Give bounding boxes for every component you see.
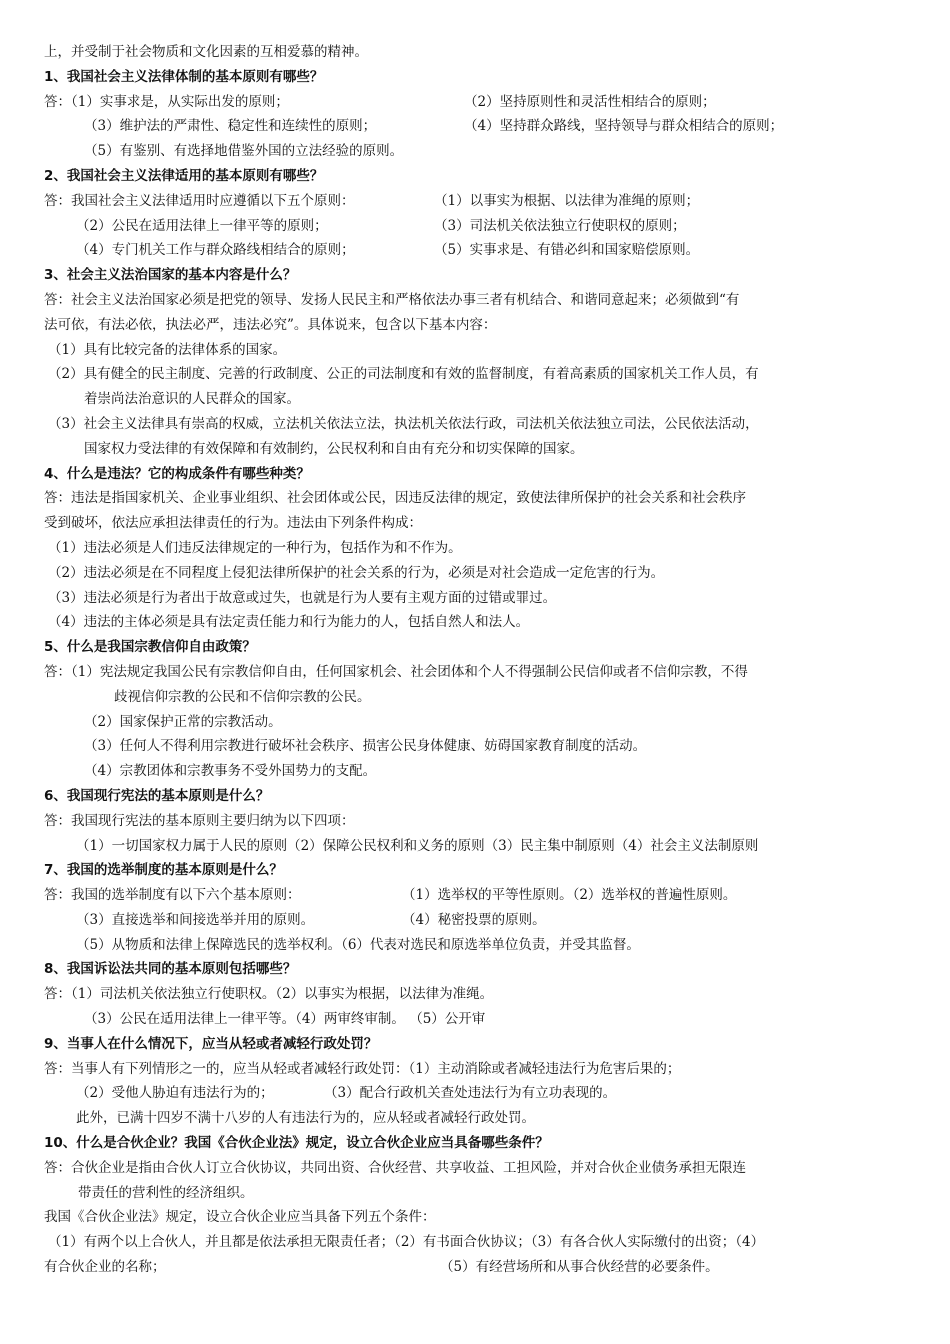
answer-line [44, 214, 926, 239]
answer-text: （1）具有比较完备的法律体系的国家。 [48, 341, 287, 358]
answer-text: （3）直接选举和间接选举并用的原则。 [76, 911, 315, 928]
answer-text: 着崇尚法治意识的人民群众的国家。 [84, 391, 300, 408]
question-6-heading: 6、我国现行宪法的基本原则是什么？ [44, 787, 270, 804]
answer-text: 答：我国现行宪法的基本原则主要归纳为以下四项： [44, 812, 355, 829]
answer-text: （2）受他人胁迫有违法行为的； [76, 1085, 274, 1102]
answer-text: 答：违法是指国家机关、企业事业组织、社会团体或公民，因违反法律的规定，致使法律所保护的社会关系和社会秩序 [44, 490, 746, 507]
answer-text: （1）有两个以上合伙人，并且都是依法承担无限责任者；（2）有书面合伙协议；（3）有各合伙人实际缴付的出资；（4） [48, 1234, 765, 1251]
answer-text: （3）社会主义法律具有崇高的权威，立法机关依法立法，执法机关依法行政，司法机关依法独立司法，公民依法活动， [48, 415, 759, 432]
answer-line [44, 90, 926, 115]
answer-text: 我国《合伙企业法》规定，设立合伙企业应当具备下列五个条件： [44, 1209, 436, 1226]
question-10-heading: 10、什么是合伙企业？我国《合伙企业法》规定，设立合伙企业应当具备哪些条件？ [44, 1135, 549, 1152]
answer-text: 答：我国社会主义法律适用时应遵循以下五个原则： [44, 192, 355, 209]
answer-text: （5）从物质和法律上保障选民的选举权利。（6）代表对选民和原选举单位负责，并受其监督。 [76, 936, 640, 953]
answer-line [44, 114, 926, 139]
answer-text: （3）公民在适用法律上一律平等。（4）两审终审制。 （5）公开审 [84, 1011, 486, 1028]
question-9-heading: 9、当事人在什么情况下，应当从轻或者减轻行政处罚？ [44, 1035, 378, 1052]
answer-text: 带责任的营利性的经济组织。 [78, 1184, 254, 1201]
answer-line [44, 1081, 926, 1106]
answer-line [44, 883, 926, 908]
answer-text: （4）违法的主体必须是具有法定责任能力和行为能力的人，包括自然人和法人。 [48, 614, 530, 631]
answer-text: （4）宗教团体和宗教事务不受外国势力的支配。 [84, 763, 377, 780]
answer-text: 答：（1）实事求是，从实际出发的原则； [44, 93, 289, 110]
question-1-heading: 1、我国社会主义法律体制的基本原则有哪些？ [44, 68, 324, 85]
question-5-heading: 5、什么是我国宗教信仰自由政策？ [44, 639, 256, 656]
answer-text: 答：（1）司法机关依法独立行使职权。（2）以事实为根据，以法律为准绳。 [44, 986, 494, 1003]
answer-text: （3）配合行政机关查处违法行为有立功表现的。 [324, 1085, 617, 1102]
answer-text: 法可依，有法必依，执法必严，违法必究”。具体说来，包含以下基本内容： [44, 316, 497, 333]
question-4-heading: 4、什么是违法？它的构成条件有哪些种类？ [44, 465, 310, 482]
answer-text: 答：当事人有下列情形之一的，应当从轻或者减轻行政处罚：（1）主动消除或者减轻违法行为危害后果的； [44, 1060, 681, 1077]
answer-text: （2）具有健全的民主制度、完善的行政制度、公正的司法制度和有效的监督制度，有着高素质的国家机关工作人员，有 [48, 366, 759, 383]
answer-text: （1）以事实为根据、以法律为准绳的原则； [434, 192, 700, 209]
answer-text: （4）秘密投票的原则。 [402, 911, 546, 928]
answer-text: （5）有鉴别、有选择地借鉴外国的立法经验的原则。 [84, 143, 404, 160]
answer-line [44, 1255, 926, 1280]
answer-text: 答：我国的选举制度有以下六个基本原则： [44, 887, 301, 904]
answer-text: 受到破坏，依法应承担法律责任的行为。违法由下列条件构成： [44, 515, 422, 532]
answer-text: （3）任何人不得利用宗教进行破坏社会秩序、损害公民身体健康、妨碍国家教育制度的活动。 [84, 738, 647, 755]
answer-line [44, 238, 926, 263]
answer-text: （4）坚持群众路线，坚持领导与群众相结合的原则； [464, 118, 784, 135]
answer-text: 歧视信仰宗教的公民和不信仰宗教的公民。 [114, 688, 371, 705]
answer-text: （3）司法机关依法独立行使职权的原则； [434, 217, 686, 234]
question-2-heading: 2、我国社会主义法律适用的基本原则有哪些？ [44, 167, 324, 184]
answer-text: （5）实事求是、有错必纠和国家赔偿原则。 [434, 242, 700, 259]
answer-text: （2）公民在适用法律上一律平等的原则； [76, 217, 328, 234]
answer-text: （3）维护法的严肃性、稳定性和连续性的原则； [84, 118, 377, 135]
answer-text: 国家权力受法律的有效保障和有效制约，公民权利和自由有充分和切实保障的国家。 [84, 440, 584, 457]
answer-text: 答：（1）宪法规定我国公民有宗教信仰自由，任何国家机会、社会团体和个人不得强制公民信仰或者不信仰宗教，不得 [44, 663, 748, 680]
answer-line [44, 908, 926, 933]
answer-text: 有合伙企业的名称； [44, 1259, 166, 1276]
answer-text: 此外，已满十四岁不满十八岁的人有违法行为的，应从轻或者减轻行政处罚。 [76, 1110, 535, 1127]
answer-text: （5）有经营场所和从事合伙经营的必要条件。 [440, 1259, 719, 1276]
answer-text: （3）违法必须是行为者出于故意或过失，也就是行为人要有主观方面的过错或罪过。 [48, 589, 557, 606]
answer-line [44, 189, 926, 214]
question-3-heading: 3、社会主义法治国家的基本内容是什么？ [44, 267, 297, 284]
question-7-heading: 7、我国的选举制度的基本原则是什么？ [44, 862, 283, 879]
answer-text: （1）违法必须是人们违反法律规定的一种行为，包括作为和不作为。 [48, 539, 462, 556]
answer-text: （4）专门机关工作与群众路线相结合的原则； [76, 242, 355, 259]
answer-text: （1）一切国家权力属于人民的原则（2）保障公民权利和义务的原则（3）民主集中制原则（4）社会主义法制原则 [76, 837, 759, 854]
answer-text: （2）违法必须是在不同程度上侵犯法律所保护的社会关系的行为，必须是对社会造成一定危害的行为。 [48, 564, 665, 581]
intro-text: 上，并受制于社会物质和文化因素的互相爱慕的精神。 [44, 44, 368, 60]
answer-text: 答：合伙企业是指由合伙人订立合伙协议，共同出资、合伙经营、共享收益、工担风险，并对合伙企业债务承担无限连 [44, 1159, 746, 1176]
answer-text: （1）选举权的平等性原则。（2）选举权的普遍性原则。 [402, 887, 737, 904]
answer-text: （2）坚持原则性和灵活性相结合的原则； [464, 93, 716, 110]
answer-text: 答：社会主义法治国家必须是把党的领导、发扬人民民主和严格依法办事三者有机结合、和谐同意起来；必须做到“有 [44, 291, 740, 308]
answer-text: （2）国家保护正常的宗教活动。 [84, 713, 282, 730]
question-8-heading: 8、我国诉讼法共同的基本原则包括哪些？ [44, 961, 297, 978]
